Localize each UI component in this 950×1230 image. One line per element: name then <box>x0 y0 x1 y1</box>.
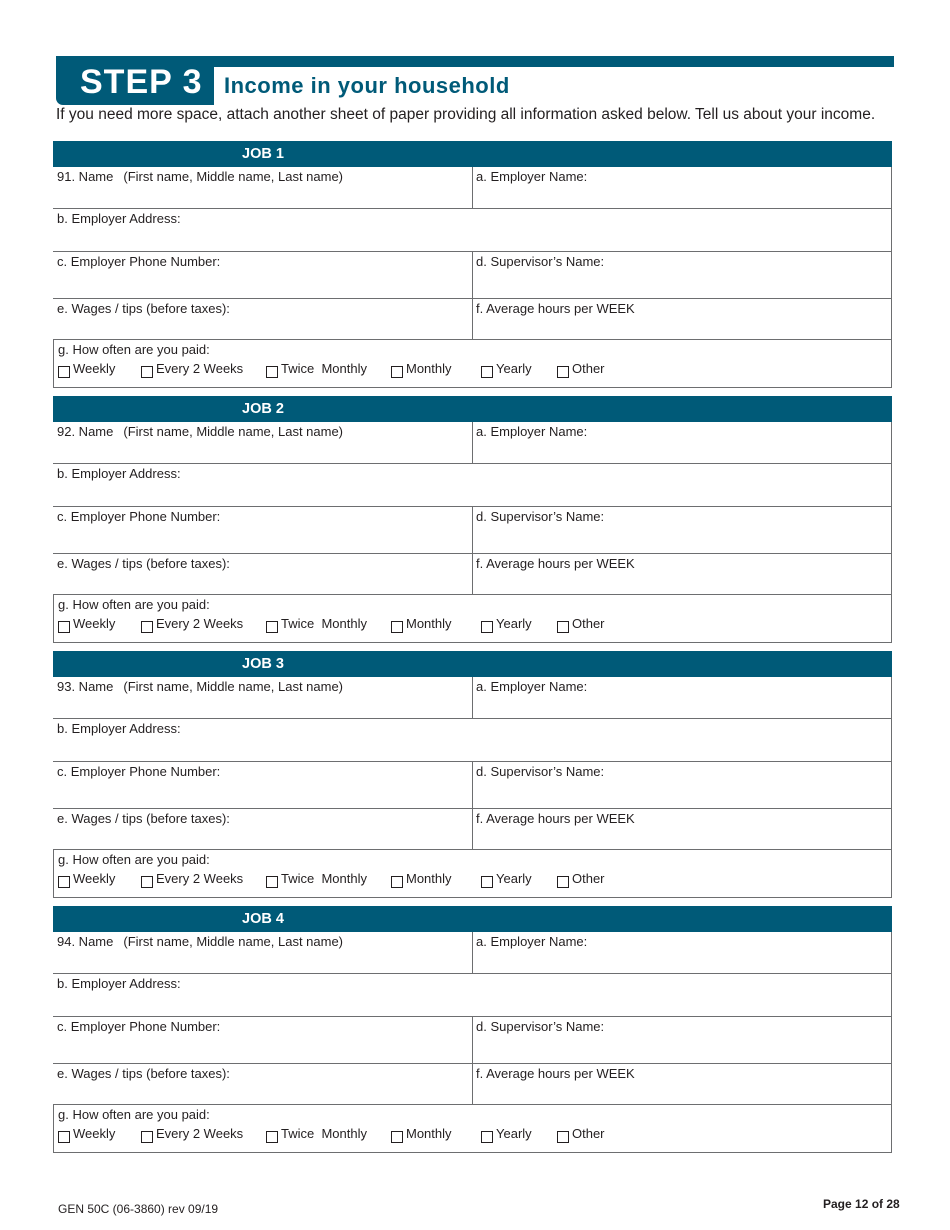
checkbox-twice-monthly[interactable] <box>266 876 278 888</box>
name-label: 92. Name <box>57 424 114 439</box>
checkbox-label: Every 2 Weeks <box>156 361 244 376</box>
job-title: JOB 2 <box>242 401 284 417</box>
form-id: GEN 50C (06-3860) rev 09/19 <box>58 1202 219 1216</box>
hours-field[interactable]: f. Average hours per WEEK <box>476 556 635 571</box>
job-section-3 <box>53 651 891 898</box>
frequency-option-yearly[interactable] <box>481 1126 532 1141</box>
job-title: JOB 1 <box>242 146 284 162</box>
checkbox-twice-monthly[interactable] <box>266 366 278 378</box>
hours-field[interactable]: f. Average hours per WEEK <box>476 1066 635 1081</box>
checkbox-monthly[interactable] <box>391 621 403 633</box>
address-row <box>53 464 891 507</box>
wages-row <box>53 299 891 340</box>
checkbox-label: Weekly <box>73 616 116 631</box>
checkbox-label: Twice Monthly <box>281 616 367 631</box>
name-label: 93. Name <box>57 679 114 694</box>
checkbox-every-2-weeks[interactable] <box>141 1131 153 1143</box>
checkbox-weekly[interactable] <box>58 621 70 633</box>
frequency-option-yearly[interactable] <box>481 616 532 631</box>
employer-phone-field[interactable]: c. Employer Phone Number: <box>57 764 221 779</box>
row-divider <box>472 932 473 973</box>
intro-text: If you need more space, attach another sheet of paper providing all information asked below. Tell us about your income. <box>56 106 876 123</box>
frequency-option-other[interactable] <box>557 1126 605 1141</box>
address-row <box>53 209 891 252</box>
job-section-4 <box>53 906 891 1153</box>
frequency-option-monthly[interactable] <box>391 361 452 376</box>
row-divider <box>472 1017 473 1063</box>
checkbox-label: Yearly <box>496 361 532 376</box>
employer-name-field[interactable]: a. Employer Name: <box>476 169 588 184</box>
supervisor-name-field[interactable]: d. Supervisor’s Name: <box>476 509 605 524</box>
checkbox-label: Twice Monthly <box>281 871 367 886</box>
checkbox-label: Monthly <box>406 616 452 631</box>
wages-field[interactable]: e. Wages / tips (before taxes): <box>57 556 230 571</box>
employer-address-field[interactable]: b. Employer Address: <box>57 466 181 481</box>
hours-field[interactable]: f. Average hours per WEEK <box>476 811 635 826</box>
address-row <box>53 719 891 762</box>
phone-row <box>53 252 891 299</box>
employer-address-field[interactable]: b. Employer Address: <box>57 976 181 991</box>
checkbox-label: Every 2 Weeks <box>156 1126 244 1141</box>
phone-row <box>53 1017 891 1064</box>
wages-row <box>53 809 891 850</box>
checkbox-label: Twice Monthly <box>281 1126 367 1141</box>
frequency-option-twice-monthly[interactable] <box>266 871 367 886</box>
frequency-option-monthly[interactable] <box>391 871 452 886</box>
name-row <box>53 677 891 719</box>
how-often-label: g. How often are you paid: <box>58 852 210 867</box>
employer-phone-field[interactable]: c. Employer Phone Number: <box>57 1019 221 1034</box>
how-often-label: g. How often are you paid: <box>58 597 210 612</box>
name-field[interactable] <box>57 424 343 439</box>
checkbox-yearly[interactable] <box>481 366 493 378</box>
frequency-option-twice-monthly[interactable] <box>266 616 367 631</box>
checkbox-label: Yearly <box>496 1126 532 1141</box>
checkbox-label: Weekly <box>73 361 116 376</box>
checkbox-label: Other <box>572 871 605 886</box>
job-title: JOB 4 <box>242 911 284 927</box>
checkbox-every-2-weeks[interactable] <box>141 876 153 888</box>
checkbox-label: Monthly <box>406 361 452 376</box>
checkbox-weekly[interactable] <box>58 366 70 378</box>
checkbox-yearly[interactable] <box>481 876 493 888</box>
checkbox-yearly[interactable] <box>481 1131 493 1143</box>
row-divider <box>472 762 473 808</box>
checkbox-monthly[interactable] <box>391 366 403 378</box>
wages-field[interactable]: e. Wages / tips (before taxes): <box>57 811 230 826</box>
checkbox-label: Monthly <box>406 1126 452 1141</box>
frequency-option-other[interactable] <box>557 871 605 886</box>
name-field[interactable] <box>57 679 343 694</box>
checkbox-other[interactable] <box>557 366 569 378</box>
row-divider <box>472 809 473 849</box>
checkbox-label: Weekly <box>73 871 116 886</box>
job-title: JOB 3 <box>242 656 284 672</box>
frequency-option-other[interactable] <box>557 361 605 376</box>
supervisor-name-field[interactable]: d. Supervisor’s Name: <box>476 764 605 779</box>
employer-address-field[interactable]: b. Employer Address: <box>57 721 181 736</box>
row-divider <box>472 677 473 718</box>
frequency-option-weekly[interactable] <box>58 361 115 376</box>
row-divider <box>472 299 473 339</box>
frequency-option-every-2-weeks[interactable] <box>141 616 243 631</box>
frequency-option-weekly[interactable] <box>58 871 115 886</box>
name-hint: (First name, Middle name, Last name) <box>123 679 344 694</box>
checkbox-other[interactable] <box>557 1131 569 1143</box>
employer-phone-field[interactable]: c. Employer Phone Number: <box>57 254 221 269</box>
employer-name-field[interactable]: a. Employer Name: <box>476 934 588 949</box>
supervisor-name-field[interactable]: d. Supervisor’s Name: <box>476 1019 605 1034</box>
job-header <box>53 141 892 167</box>
frequency-option-twice-monthly[interactable] <box>266 1126 367 1141</box>
employer-address-field[interactable]: b. Employer Address: <box>57 211 181 226</box>
name-hint: (First name, Middle name, Last name) <box>123 169 344 184</box>
checkbox-monthly[interactable] <box>391 1131 403 1143</box>
checkbox-other[interactable] <box>557 876 569 888</box>
frequency-option-monthly[interactable] <box>391 1126 452 1141</box>
page-number: Page 12 of 28 <box>823 1197 900 1211</box>
frequency-option-every-2-weeks[interactable] <box>141 871 243 886</box>
pay-frequency-row <box>53 850 892 898</box>
checkbox-label: Monthly <box>406 871 452 886</box>
frequency-option-yearly[interactable] <box>481 871 532 886</box>
employer-phone-field[interactable]: c. Employer Phone Number: <box>57 509 221 524</box>
row-divider <box>472 167 473 208</box>
name-row <box>53 167 891 209</box>
section-title: Income in your household <box>224 73 510 98</box>
checkbox-label: Yearly <box>496 871 532 886</box>
pay-frequency-row <box>53 340 892 388</box>
job-header <box>53 906 892 932</box>
checkbox-label: Twice Monthly <box>281 361 367 376</box>
step-label: STEP 3 <box>80 63 203 101</box>
frequency-option-weekly[interactable] <box>58 1126 115 1141</box>
address-row <box>53 974 891 1017</box>
pay-frequency-row <box>53 1105 892 1153</box>
hours-field[interactable]: f. Average hours per WEEK <box>476 301 635 316</box>
name-hint: (First name, Middle name, Last name) <box>123 424 344 439</box>
job-header <box>53 396 892 422</box>
employer-name-field[interactable]: a. Employer Name: <box>476 679 588 694</box>
pay-frequency-row <box>53 595 892 643</box>
checkbox-every-2-weeks[interactable] <box>141 621 153 633</box>
name-hint: (First name, Middle name, Last name) <box>123 934 344 949</box>
checkbox-yearly[interactable] <box>481 621 493 633</box>
name-label: 94. Name <box>57 934 114 949</box>
job-section-2 <box>53 396 891 643</box>
frequency-option-twice-monthly[interactable] <box>266 361 367 376</box>
wages-field[interactable]: e. Wages / tips (before taxes): <box>57 301 230 316</box>
row-divider <box>472 1064 473 1104</box>
row-divider <box>472 554 473 594</box>
checkbox-other[interactable] <box>557 621 569 633</box>
name-field[interactable] <box>57 934 343 949</box>
checkbox-label: Every 2 Weeks <box>156 871 244 886</box>
wages-row <box>53 1064 891 1105</box>
checkbox-label: Every 2 Weeks <box>156 616 244 631</box>
checkbox-label: Other <box>572 361 605 376</box>
supervisor-name-field[interactable]: d. Supervisor’s Name: <box>476 254 605 269</box>
job-header <box>53 651 892 677</box>
frequency-option-every-2-weeks[interactable] <box>141 1126 243 1141</box>
wages-row <box>53 554 891 595</box>
phone-row <box>53 507 891 554</box>
checkbox-label: Weekly <box>73 1126 116 1141</box>
how-often-label: g. How often are you paid: <box>58 342 210 357</box>
how-often-label: g. How often are you paid: <box>58 1107 210 1122</box>
checkbox-label: Other <box>572 616 605 631</box>
wages-field[interactable]: e. Wages / tips (before taxes): <box>57 1066 230 1081</box>
name-label: 91. Name <box>57 169 114 184</box>
checkbox-weekly[interactable] <box>58 1131 70 1143</box>
frequency-option-weekly[interactable] <box>58 616 115 631</box>
name-field[interactable] <box>57 169 343 184</box>
employer-name-field[interactable]: a. Employer Name: <box>476 424 588 439</box>
frequency-option-other[interactable] <box>557 616 605 631</box>
checkbox-label: Yearly <box>496 616 532 631</box>
phone-row <box>53 762 891 809</box>
frequency-option-every-2-weeks[interactable] <box>141 361 243 376</box>
checkbox-twice-monthly[interactable] <box>266 1131 278 1143</box>
frequency-option-monthly[interactable] <box>391 616 452 631</box>
row-divider <box>472 507 473 553</box>
row-divider <box>472 252 473 298</box>
checkbox-label: Other <box>572 1126 605 1141</box>
name-row <box>53 422 891 464</box>
job-section-1 <box>53 141 891 388</box>
checkbox-every-2-weeks[interactable] <box>141 366 153 378</box>
checkbox-twice-monthly[interactable] <box>266 621 278 633</box>
row-divider <box>472 422 473 463</box>
name-row <box>53 932 891 974</box>
checkbox-monthly[interactable] <box>391 876 403 888</box>
frequency-option-yearly[interactable] <box>481 361 532 376</box>
checkbox-weekly[interactable] <box>58 876 70 888</box>
